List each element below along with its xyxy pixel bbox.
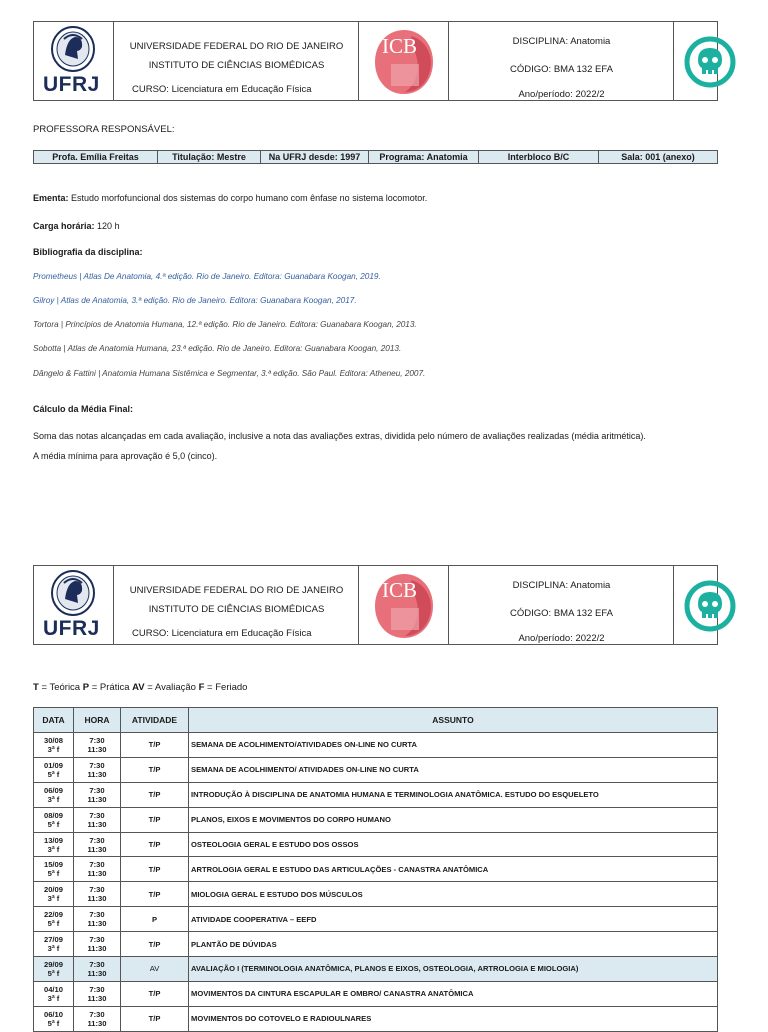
- table-row: [34, 857, 718, 882]
- end-time: 11:30: [87, 919, 107, 929]
- table-row: [34, 757, 718, 782]
- date: 04/10: [43, 984, 63, 994]
- date-cell: [34, 1006, 74, 1031]
- start-time: 7:30: [89, 1009, 105, 1019]
- end-time: 11:30: [87, 819, 107, 829]
- media-text-line2: A média mínima para aprovação é 5,0 (cinco).: [33, 451, 218, 461]
- carga-label: Carga horária:: [33, 221, 95, 231]
- table-row: [34, 832, 718, 857]
- table-row: [34, 981, 718, 1006]
- skull-logo-cell: [674, 22, 718, 100]
- legend-key: P: [82, 682, 90, 693]
- course-name: CURSO: Licenciatura em Educação Física: [132, 84, 312, 95]
- end-time: 11:30: [87, 794, 107, 804]
- start-time: 7:30: [89, 910, 105, 920]
- activity-cell: T/P: [121, 981, 189, 1006]
- start-time: 7:30: [89, 760, 105, 770]
- end-time: 11:30: [87, 744, 107, 754]
- end-time: 11:30: [87, 968, 107, 978]
- discipline-cell: [449, 566, 674, 644]
- icb-logo-cell: [359, 566, 449, 644]
- table-row: [34, 1006, 718, 1031]
- professor-name: Profa. Emília Freitas: [34, 151, 158, 163]
- weekday: 5ª f: [47, 869, 60, 879]
- end-time: 11:30: [87, 894, 107, 904]
- subject-cell: AVALIAÇÃO I (TERMINOLOGIA ANATÔMICA, PLANOS E EIXOS, OSTEOLOGIA, ARTROLOGIA E MIOLOGIA): [189, 957, 718, 982]
- header-box: [33, 565, 718, 645]
- activity-legend: [33, 682, 247, 693]
- activity-cell: T/P: [121, 832, 189, 857]
- subject-cell: MOVIMENTOS DA CINTURA ESCAPULAR E OMBRO/ CANASTRA ANATÔMICA: [189, 981, 718, 1006]
- date-cell: [34, 957, 74, 982]
- time-cell: [74, 1006, 121, 1031]
- bibliografia-label: Bibliografia da disciplina:: [33, 247, 143, 257]
- time-cell: [74, 932, 121, 957]
- institution-cell: [114, 566, 359, 644]
- end-time: 11:30: [87, 869, 107, 879]
- date-cell: [34, 807, 74, 832]
- skull-icon: [679, 36, 741, 88]
- start-time: 7:30: [89, 785, 105, 795]
- discipline-cell: [449, 22, 674, 100]
- ementa-text: Estudo morfofuncional dos sistemas do corpo humano com ênfase no sistema locomotor.: [71, 193, 428, 203]
- start-time: 7:30: [89, 835, 105, 845]
- activity-cell: T/P: [121, 882, 189, 907]
- legend-value: = Avaliação: [147, 682, 196, 693]
- activity-cell: T/P: [121, 757, 189, 782]
- professor-label: PROFESSORA RESPONSÁVEL:: [33, 124, 175, 135]
- legend-value: = Teórica: [41, 682, 81, 693]
- bib-item: Prometheus | Atlas De Anatomia, 4.ª edição. Rio de Janeiro. Editora: Guanabara Koogan, 2019.: [33, 272, 381, 281]
- skull-logo-cell: [674, 566, 718, 644]
- professor-since: Na UFRJ desde: 1997: [261, 151, 369, 163]
- activity-cell: T/P: [121, 1006, 189, 1031]
- header-box: [33, 21, 718, 101]
- legend-key: T: [33, 682, 39, 693]
- ementa-line: [33, 193, 427, 203]
- discipline-name: DISCIPLINA: Anatomia: [512, 580, 611, 591]
- subject-cell: MOVIMENTOS DO COTOVELO E RADIOULNARES: [189, 1006, 718, 1031]
- institute-name: INSTITUTO DE CIÊNCIAS BIOMÉDICAS: [148, 60, 325, 71]
- subject-cell: ATIVIDADE COOPERATIVA – EEFD: [189, 907, 718, 932]
- date: 29/09: [43, 959, 63, 969]
- schedule-table: [33, 707, 718, 1032]
- date-cell: [34, 882, 74, 907]
- university-name: UNIVERSIDADE FEDERAL DO RIO DE JANEIRO: [129, 585, 344, 596]
- start-time: 7:30: [89, 935, 105, 945]
- icb-logo-text: ICB: [382, 34, 418, 58]
- time-cell: [74, 857, 121, 882]
- activity-cell: T/P: [121, 733, 189, 758]
- discipline-code: CÓDIGO: BMA 132 EFA: [510, 64, 613, 75]
- date-cell: [34, 733, 74, 758]
- subject-cell: PLANOS, EIXOS E MOVIMENTOS DO CORPO HUMANO: [189, 807, 718, 832]
- time-cell: [74, 832, 121, 857]
- weekday: 3ª f: [47, 844, 60, 854]
- subject-cell: MIOLOGIA GERAL E ESTUDO DOS MÚSCULOS: [189, 882, 718, 907]
- subject-cell: SEMANA DE ACOLHIMENTO/ATIVIDADES ON-LINE NO CURTA: [189, 733, 718, 758]
- weekday: 3ª f: [47, 944, 60, 954]
- weekday: 5ª f: [47, 1018, 60, 1028]
- time-cell: [74, 807, 121, 832]
- weekday: 3ª f: [47, 993, 60, 1003]
- date-cell: [34, 932, 74, 957]
- icb-logo-cell: [359, 22, 449, 100]
- professor-title: Titulação: Mestre: [158, 151, 261, 163]
- time-cell: [74, 882, 121, 907]
- start-time: 7:30: [89, 885, 105, 895]
- bib-item: Gilroy | Atlas de Anatomia, 3.ª edição. Rio de Janeiro. Editora: Guanabara Koogan, 2017.: [33, 296, 357, 305]
- time-cell: [74, 981, 121, 1006]
- column-header-date: DATA: [34, 708, 74, 733]
- column-header-activity: ATIVIDADE: [121, 708, 189, 733]
- date: 20/09: [43, 885, 63, 895]
- table-row: [34, 907, 718, 932]
- bib-item: Tortora | Princípios de Anatomia Humana, 12.ª edição. Rio de Janeiro. Editora: Guanabara Koogan, 2013.: [33, 320, 417, 329]
- date: 06/10: [43, 1009, 63, 1019]
- end-time: 11:30: [87, 844, 107, 854]
- ementa-label: Ementa:: [33, 193, 69, 203]
- date-cell: [34, 981, 74, 1006]
- start-time: 7:30: [89, 810, 105, 820]
- activity-cell: AV: [121, 957, 189, 982]
- ufrj-logo-cell: [34, 566, 114, 644]
- carga-text: 120 h: [97, 221, 120, 231]
- discipline-period: Ano/período: 2022/2: [518, 633, 605, 644]
- date: 27/09: [43, 935, 63, 945]
- legend-key: AV: [132, 682, 145, 693]
- professor-block: Interbloco B/C: [479, 151, 599, 163]
- media-text-line1: Soma das notas alcançadas em cada avaliação, inclusive a nota das avaliações extras, dividida pelo número de avaliações realizadas (média aritmética).: [33, 431, 646, 441]
- end-time: 11:30: [87, 993, 107, 1003]
- weekday: 3ª f: [47, 744, 60, 754]
- start-time: 7:30: [89, 984, 105, 994]
- discipline-period: Ano/período: 2022/2: [518, 89, 605, 100]
- date: 01/09: [43, 760, 63, 770]
- subject-cell: PLANTÃO DE DÚVIDAS: [189, 932, 718, 957]
- icb-logo-text: ICB: [382, 578, 418, 602]
- legend-value: = Prática: [91, 682, 130, 693]
- time-cell: [74, 757, 121, 782]
- skull-icon: [679, 580, 741, 632]
- ufrj-crest-icon: [50, 569, 96, 617]
- professor-program: Programa: Anatomia: [369, 151, 479, 163]
- column-header-subject: ASSUNTO: [189, 708, 718, 733]
- date: 15/09: [43, 860, 63, 870]
- date-cell: [34, 907, 74, 932]
- bib-item: Dângelo & Fattini | Anatomia Humana Sistêmica e Segmentar, 3.ª edição. São Paul. Editora: Atheneu, 2007.: [33, 369, 426, 378]
- table-row: [34, 882, 718, 907]
- ufrj-logo-text: UFRJ: [43, 73, 100, 96]
- table-row: [34, 733, 718, 758]
- date-cell: [34, 857, 74, 882]
- date: 30/08: [43, 735, 63, 745]
- institution-cell: [114, 22, 359, 100]
- university-name: UNIVERSIDADE FEDERAL DO RIO DE JANEIRO: [129, 41, 344, 52]
- table-row: [34, 932, 718, 957]
- weekday: 3ª f: [47, 894, 60, 904]
- subject-cell: SEMANA DE ACOLHIMENTO/ ATIVIDADES ON-LINE NO CURTA: [189, 757, 718, 782]
- weekday: 3ª f: [47, 794, 60, 804]
- column-header-time: HORA: [74, 708, 121, 733]
- professor-info-row: [33, 150, 718, 164]
- time-cell: [74, 782, 121, 807]
- course-name: CURSO: Licenciatura em Educação Física: [132, 628, 312, 639]
- time-cell: [74, 907, 121, 932]
- date-cell: [34, 757, 74, 782]
- date-cell: [34, 832, 74, 857]
- institute-name: INSTITUTO DE CIÊNCIAS BIOMÉDICAS: [148, 604, 325, 615]
- table-header-row: [34, 708, 718, 733]
- date: 22/09: [43, 910, 63, 920]
- date: 06/09: [43, 785, 63, 795]
- time-cell: [74, 733, 121, 758]
- ufrj-crest-icon: [50, 25, 96, 73]
- carga-line: [33, 221, 120, 231]
- bib-item: Sobotta | Atlas de Anatomia Humana, 23.ª edição. Rio de Janeiro. Editora: Guanabara Koogan, 2013.: [33, 344, 402, 353]
- subject-cell: INTRODUÇÃO À DISCIPLINA DE ANATOMIA HUMANA E TERMINOLOGIA ANATÔMICA. ESTUDO DO ESQUELETO: [189, 782, 718, 807]
- media-label: Cálculo da Média Final:: [33, 404, 134, 414]
- subject-cell: ARTROLOGIA GERAL E ESTUDO DAS ARTICULAÇÕES - CANASTRA ANATÔMICA: [189, 857, 718, 882]
- ufrj-logo-cell: [34, 22, 114, 100]
- activity-cell: T/P: [121, 857, 189, 882]
- weekday: 5ª f: [47, 919, 60, 929]
- weekday: 5ª f: [47, 968, 60, 978]
- legend-value: = Feriado: [207, 682, 248, 693]
- activity-cell: T/P: [121, 782, 189, 807]
- activity-cell: T/P: [121, 807, 189, 832]
- end-time: 11:30: [87, 769, 107, 779]
- date: 13/09: [43, 835, 63, 845]
- table-row: [34, 782, 718, 807]
- time-cell: [74, 957, 121, 982]
- subject-cell: OSTEOLOGIA GERAL E ESTUDO DOS OSSOS: [189, 832, 718, 857]
- legend-key: F: [198, 682, 205, 693]
- weekday: 5ª f: [47, 769, 60, 779]
- start-time: 7:30: [89, 735, 105, 745]
- date: 08/09: [43, 810, 63, 820]
- end-time: 11:30: [87, 1018, 107, 1028]
- discipline-name: DISCIPLINA: Anatomia: [512, 36, 611, 47]
- discipline-code: CÓDIGO: BMA 132 EFA: [510, 608, 613, 619]
- ufrj-logo-text: UFRJ: [43, 617, 100, 640]
- professor-room: Sala: 001 (anexo): [621, 152, 695, 162]
- activity-cell: T/P: [121, 932, 189, 957]
- start-time: 7:30: [89, 860, 105, 870]
- activity-cell: P: [121, 907, 189, 932]
- table-row: [34, 957, 718, 982]
- date-cell: [34, 782, 74, 807]
- end-time: 11:30: [87, 944, 107, 954]
- weekday: 5ª f: [47, 819, 60, 829]
- table-row: [34, 807, 718, 832]
- start-time: 7:30: [89, 959, 105, 969]
